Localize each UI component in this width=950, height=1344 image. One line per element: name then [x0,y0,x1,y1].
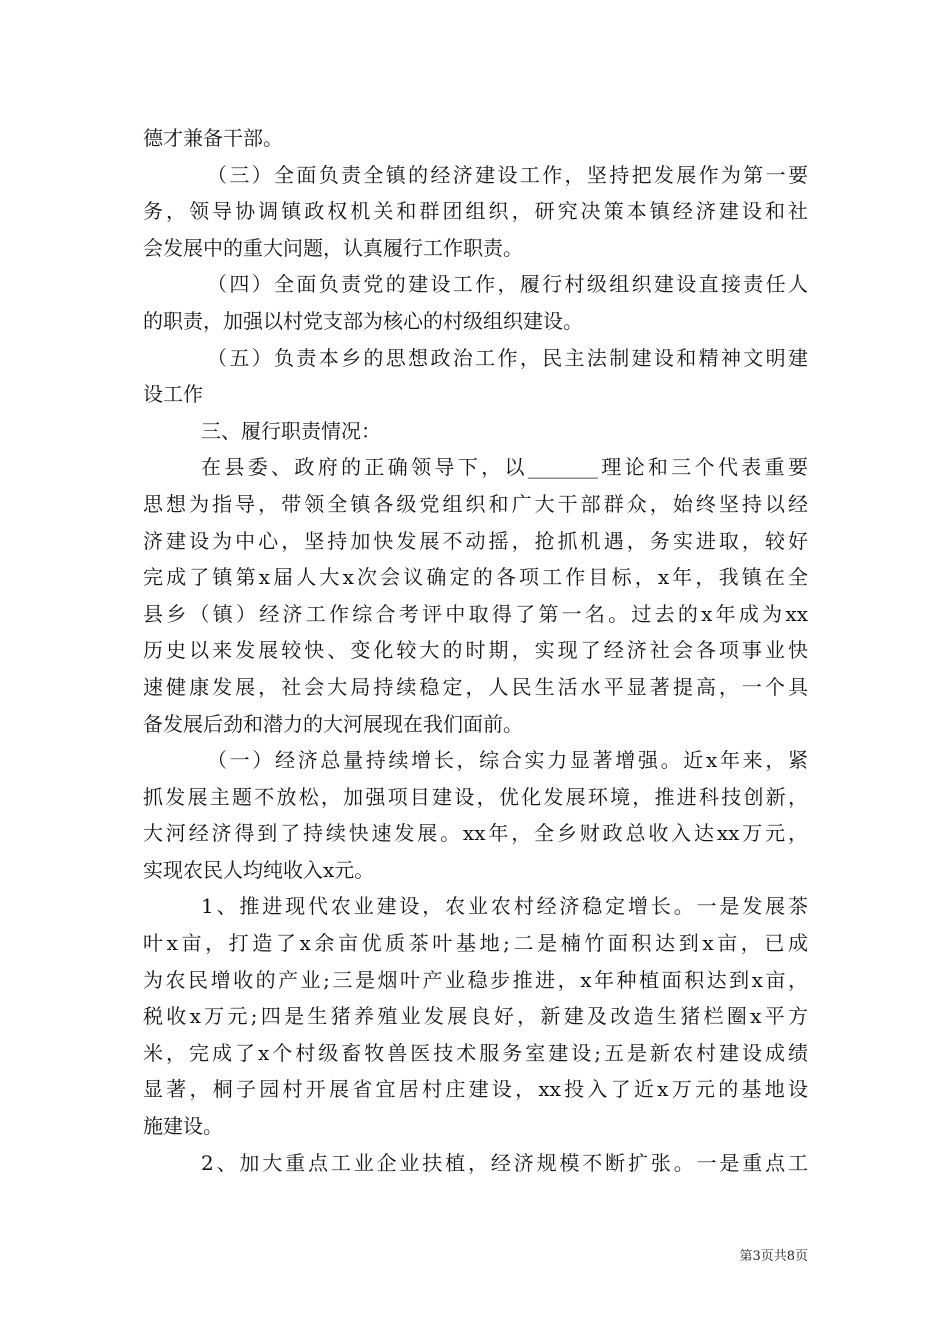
text-line: （五）负责本乡的思想政治工作，民主法制建设和精神文明建 [207,345,808,370]
text-line: 税收x万元;四是生猪养殖业发展良好，新建及改造生猪栏圈x平方 [143,1004,808,1029]
text-line: 思想为指导，带领全镇各级党组织和广大干部群众，始终坚持以经 [143,491,808,516]
text-line: 实现农民人均纯收入x元。 [143,857,375,882]
text-line: 在县委、政府的正确领导下，以_______理论和三个代表重要 [201,455,808,480]
text-line: 备发展后劲和潜力的大河展现在我们面前。 [143,711,523,736]
section-heading: 三、履行职责情况： [201,418,381,443]
text-line: 为农民增收的产业;三是烟叶产业稳步推进，x年种植面积达到x亩， [143,967,808,992]
text-line: 会发展中的重大问题，认真履行工作职责。 [143,235,523,260]
text-line: 县乡（镇）经济工作综合考评中取得了第一名。过去的x年成为xx [143,601,808,626]
text-line: （一）经济总量持续增长，综合实力显著增强。近x年来，紧 [207,748,808,773]
text-line: 速健康发展，社会大局持续稳定，人民生活水平显著提高，一个具 [143,674,808,699]
text-line: 济建设为中心，坚持加快发展不动摇，抢抓机遇，务实进取，较好 [143,528,808,553]
text-line: 2、加大重点工业企业扶植，经济规模不断扩张。一是重点工 [201,1150,808,1175]
page-number: 第3页共8页 [739,1249,808,1264]
text-line: 完成了镇第x届人大x次会议确定的各项工作目标，x年，我镇在全 [143,565,808,590]
text-line: 历史以来发展较快、变化较大的时期，实现了经济社会各项事业快 [143,638,808,663]
text-line: 设工作 [143,382,203,407]
text-line: 米，完成了x个村级畜牧兽医技术服务室建设;五是新农村建设成绩 [143,1040,808,1065]
text-line: 1、推进现代农业建设，农业农村经济稳定增长。一是发展茶 [201,894,808,919]
text-line: 显著，桐子园村开展省宜居村庄建设，xx投入了近x万元的基地设 [143,1077,808,1102]
text-line: 施建设。 [143,1114,223,1139]
text-line: 抓发展主题不放松，加强项目建设，优化发展环境，推进科技创新， [143,784,808,809]
text-line: 叶x亩，打造了x余亩优质茶叶基地;二是楠竹面积达到x亩，已成 [143,931,808,956]
document-body [143,120,808,1181]
text-line: （四）全面负责党的建设工作，履行村级组织建设直接责任人 [207,272,808,297]
text-line: 的职责，加强以村党支部为核心的村级组织建设。 [143,308,583,333]
text-line: 德才兼备干部。 [143,126,283,150]
text-line: 务，领导协调镇政权机关和群团组织，研究决策本镇经济建设和社 [143,199,808,224]
text-line: （三）全面负责全镇的经济建设工作，坚持把发展作为第一要 [207,162,808,187]
text-line: 大河经济得到了持续快速发展。xx年，全乡财政总收入达xx万元， [143,821,808,846]
